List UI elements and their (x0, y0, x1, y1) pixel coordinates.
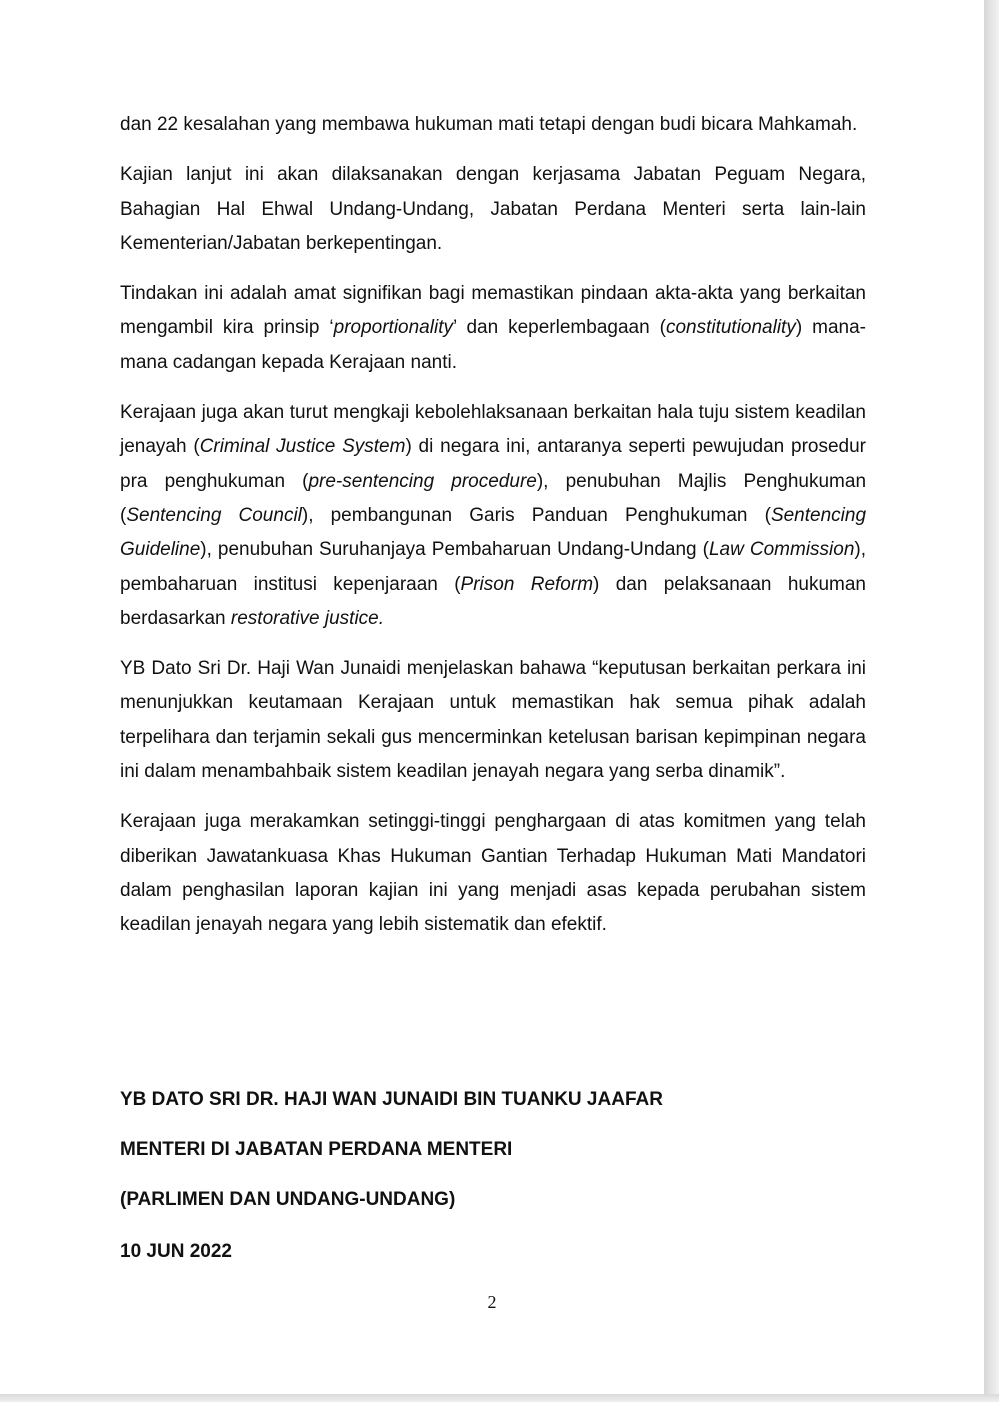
italic-term: proportionality (333, 317, 453, 339)
italic-term: Criminal Justice System (199, 436, 406, 458)
signatory-portfolio: (PARLIMEN DAN UNDANG-UNDANG) (120, 1189, 456, 1210)
body-paragraph (120, 652, 866, 789)
italic-term: Sentencing Council (126, 504, 302, 526)
italic-term: Law Commission (708, 539, 855, 561)
paragraph-text: ) dan pelaksanaan hukuman berdasarkan (120, 573, 866, 629)
body-paragraph (120, 396, 866, 636)
page-edge-shadow (984, 0, 999, 1402)
page-bottom-shadow (0, 1394, 999, 1402)
paragraph-text: ) mana-mana cadangan kepada Kerajaan nanti. (120, 317, 866, 373)
italic-term: restorative justice. (230, 607, 385, 629)
release-date: 10 JUN 2022 (120, 1241, 232, 1262)
signatory-title: MENTERI DI JABATAN PERDANA MENTERI (120, 1139, 513, 1160)
document-body (120, 108, 866, 959)
paragraph-text: ), penubuhan Majlis Penghukuman ( (120, 470, 867, 526)
paragraph-text: ), pembaharuan institusi kepenjaraan ( (120, 539, 867, 595)
paragraph-text: ’ dan keperlembagaan ( (452, 317, 666, 339)
paragraph-text: ) di negara ini, antaranya seperti pewujudan prosedur pra penghukuman ( (120, 436, 866, 492)
italic-term: Sentencing Guideline (120, 504, 867, 561)
paragraph-text: dan 22 kesalahan yang membawa hukuman mati tetapi dengan budi bicara Mahkamah. (120, 114, 858, 135)
paragraph-text: Kerajaan juga akan turut mengkaji kebolehlaksanaan berkaitan hala tuju sistem keadilan jenayah ( (120, 402, 866, 458)
signatory-name: YB DATO SRI DR. HAJI WAN JUNAIDI BIN TUANKU JAAFAR (120, 1089, 663, 1110)
paragraph-text: Kajian lanjut ini akan dilaksanakan dengan kerjasama Jabatan Peguam Negara, Bahagian Hal Ehwal Undang-Undang, Jabatan Perdana Menteri serta lain-lain Kementerian/Jabatan berkepentingan. (120, 164, 866, 254)
paragraph-text: Kerajaan juga merakamkan setinggi-tinggi penghargaan di atas komitmen yang telah diberikan Jawatankuasa Khas Hukuman Gantian Terhadap Hukuman Mati Mandatori dalam penghasilan laporan kajian ini yang menjadi asas kepada perubahan sistem keadilan jenayah negara yang lebih sistematik dan efektif. (120, 811, 866, 936)
body-paragraph (120, 158, 866, 261)
body-paragraph (120, 277, 866, 380)
paragraph-text: YB Dato Sri Dr. Haji Wan Junaidi menjelaskan bahawa “keputusan berkaitan perkara ini menunjukkan keutamaan Kerajaan untuk memastikan hak semua pihak adalah terpelihara dan terjamin sekali gus mencerminkan ketelusan barisan kepimpinan negara ini dalam menambahbaik sistem keadilan jenayah negara yang serba dinamik”. (120, 658, 866, 783)
italic-term: Prison Reform (460, 573, 594, 595)
italic-term: constitutionality (665, 317, 796, 339)
body-paragraph (120, 805, 866, 942)
italic-term: pre-sentencing procedure (308, 470, 537, 492)
paragraph-text: ), pembangunan Garis Panduan Penghukuman ( (301, 504, 771, 526)
paragraph-text: Tindakan ini adalah amat signifikan bagi memastikan pindaan akta-akta yang berkaitan mengambil kira prinsip ‘ (120, 283, 866, 339)
page-number: 2 (487, 1292, 497, 1312)
paragraph-text: ), penubuhan Suruhanjaya Pembaharuan Undang-Undang ( (200, 539, 709, 561)
body-paragraph (120, 108, 866, 142)
